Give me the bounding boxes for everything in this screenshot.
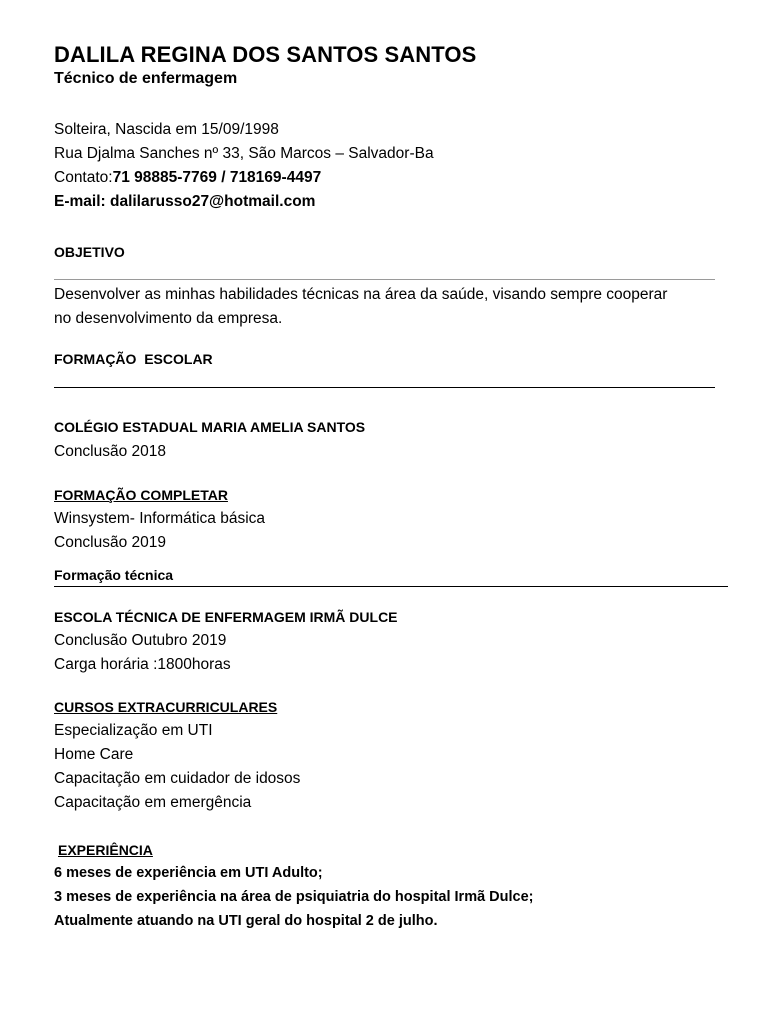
- experience-heading: EXPERIÊNCIA: [58, 842, 153, 858]
- objective-line: Desenvolver as minhas habilidades técnicas na área da saúde, visando sempre cooperar: [54, 286, 668, 303]
- experience-item: 3 meses de experiência na área de psiquiatria do hospital Irmã Dulce;: [54, 889, 534, 905]
- extracurricular-item: Capacitação em emergência: [54, 794, 252, 811]
- extracurricular-item: Home Care: [54, 746, 134, 763]
- objective-heading: OBJETIVO: [54, 244, 125, 260]
- email-line: E-mail: dalilarusso27@hotmail.com: [54, 193, 316, 210]
- candidate-role: Técnico de enfermagem: [54, 70, 238, 87]
- status-line: Solteira, Nascida em 15/09/1998: [54, 121, 279, 138]
- address-line: Rua Djalma Sanches nº 33, São Marcos – Salvador-Ba: [54, 145, 434, 162]
- technical-school: ESCOLA TÉCNICA DE ENFERMAGEM IRMÃ DULCE: [54, 609, 398, 625]
- objective-line: no desenvolvimento da empresa.: [54, 310, 283, 327]
- extracurricular-heading: CURSOS EXTRACURRICULARES: [54, 699, 278, 715]
- objective-divider: [54, 279, 715, 280]
- school-completion: Conclusão 2018: [54, 443, 167, 460]
- extracurricular-list: [54, 719, 300, 815]
- objective-text: [54, 283, 667, 331]
- complementary-course: Winsystem- Informática básica: [54, 510, 266, 527]
- experience-item: 6 meses de experiência em UTI Adulto;: [54, 865, 323, 881]
- contact-line: [54, 166, 434, 190]
- candidate-name: DALILA REGINA DOS SANTOS SANTOS: [54, 42, 477, 67]
- technical-heading: Formação técnica: [54, 567, 174, 583]
- contact-label: Contato:: [54, 169, 113, 186]
- education-divider: [54, 387, 715, 388]
- technical-completion: Conclusão Outubro 2019: [54, 632, 227, 649]
- technical-hours: Carga horária :1800horas: [54, 656, 231, 673]
- experience-item: Atualmente atuando na UTI geral do hospital 2 de julho.: [54, 913, 438, 929]
- extracurricular-item: Capacitação em cuidador de idosos: [54, 770, 301, 787]
- contact-phones: 71 98885-7769 / 718169-4497: [112, 169, 322, 186]
- technical-divider: [54, 586, 728, 587]
- technical-info: [54, 629, 231, 677]
- school-name: COLÉGIO ESTADUAL MARIA AMELIA SANTOS: [54, 419, 366, 435]
- complementary-completion: Conclusão 2019: [54, 534, 167, 551]
- experience-list: [54, 861, 534, 933]
- education-heading: FORMAÇÃO ESCOLAR: [54, 351, 213, 367]
- complementary-info: [54, 507, 265, 555]
- complementary-heading: FORMAÇÃO COMPLETAR: [54, 487, 228, 503]
- extracurricular-item: Especialização em UTI: [54, 722, 213, 739]
- personal-info: [54, 118, 434, 214]
